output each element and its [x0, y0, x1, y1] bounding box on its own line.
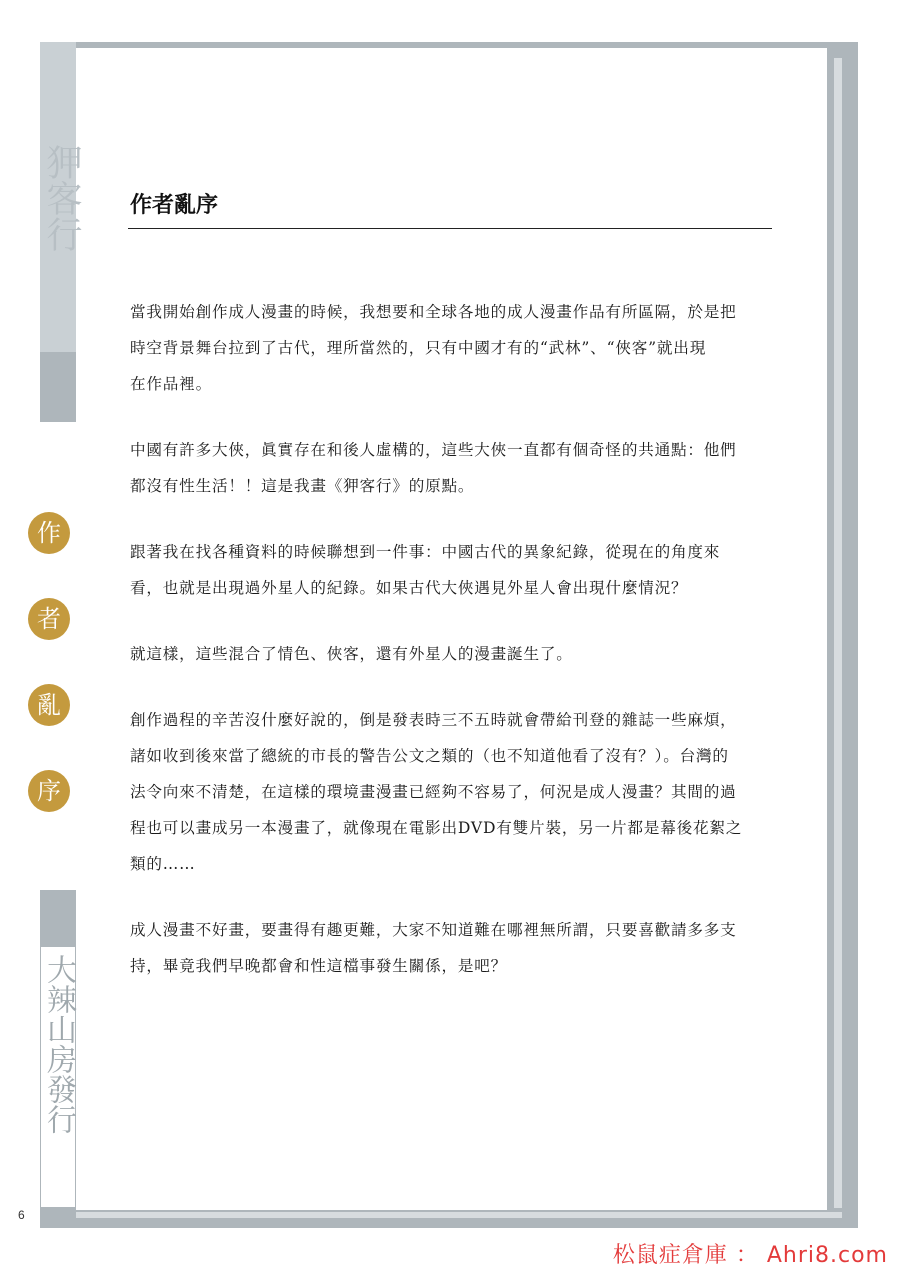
paragraph-2: 中國有許多大俠，眞實存在和後人虛構的，這些大俠一直都有個奇怪的共通點：他們 都沒有性生活！！這是我畫《狎客行》的原點。	[130, 441, 737, 495]
frame-bottom-line	[52, 1212, 842, 1218]
chapter-badge-1: 作	[28, 512, 70, 554]
spine-divider-top	[40, 352, 76, 422]
paragraph-3: 跟著我在找各種資料的時候聯想到一件事：中國古代的異象紀錄，從現在的角度來 看，也就是出現過外星人的紀錄。如果古代大俠遇見外星人會出現什麼情況？	[130, 543, 721, 597]
paragraph-4: 就這樣，這些混合了情色、俠客，還有外星人的漫畫誕生了。	[130, 645, 573, 663]
paragraph-6: 成人漫畫不好畫，要畫得有趣更難，大家不知道難在哪裡無所謂，只要喜歡請多多支 持，畢竟我們早晚都會和性這檔事發生關係，是吧？	[130, 921, 737, 975]
frame-inner-line	[834, 58, 842, 1208]
title-underline	[128, 228, 772, 229]
body-text	[130, 294, 780, 1014]
book-title-vertical: 狎客行	[41, 144, 82, 252]
chapter-badge-4: 序	[28, 770, 70, 812]
page-title: 作者亂序	[130, 192, 219, 218]
publisher-vertical: 大辣山房發行	[41, 954, 76, 1134]
chapter-badge-3: 亂	[28, 684, 70, 726]
chapter-badge-2: 者	[28, 598, 70, 640]
watermark-text: 松鼠症倉庫 ： Ahri8.com	[612, 1243, 888, 1268]
paragraph-5: 創作過程的辛苦沒什麼好說的，倒是發表時三不五時就會帶給刊登的雜誌一些麻煩， 諸如收到後來當了總統的市長的警告公文之類的（也不知道他看了沒有？）。台灣的 法令向來不清楚，在這樣的環境畫漫畫已經夠不容易了，何況是成人漫畫？其間的過 程也可以畫成另一本漫畫了，就像現在電影出DVD有雙片裝，另一片都是幕後花絮之 類的……	[130, 711, 743, 873]
spine-divider-bottom	[40, 900, 76, 946]
paragraph-1: 當我開始創作成人漫畫的時候，我想要和全球各地的成人漫畫作品有所區隔，於是把 時空背景舞台拉到了古代，理所當然的，只有中國才有的“武林”、“俠客”就出現 在作品裡。	[130, 303, 737, 393]
page-number: 6	[18, 1208, 25, 1222]
